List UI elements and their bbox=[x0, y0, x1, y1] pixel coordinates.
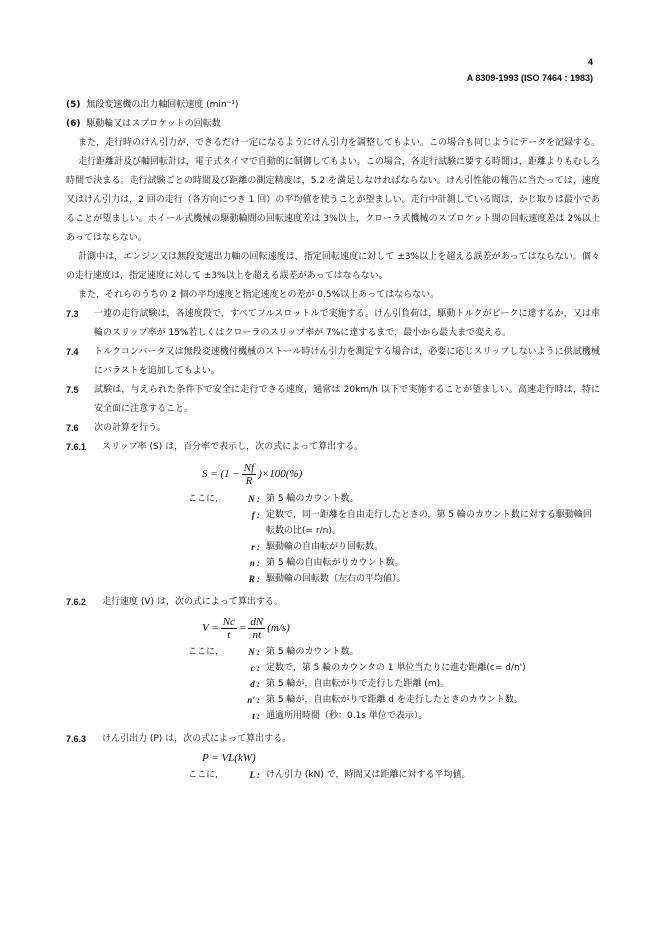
definition-row: R : 駆動輪の回転数（左右の平均値）。 bbox=[248, 574, 406, 584]
section-7-5: 7.5 試験は，与えられた条件下で安全に走行できる速度，通常は 20km/h 以下で実施することが望ましい。高速走行時は，特に安全面に注意すること。 bbox=[66, 385, 600, 414]
definition-row: n' : 第 5 輪が，自由転がりで距離 d を走行したときのカウント数。 bbox=[247, 695, 523, 705]
section-7-4: 7.4 トルクコンバータ又は無段変速機付機械のストール時けん引力を測定する場合は，必要に応じスリップしないように供試機械にバラストを追加してもよい。 bbox=[66, 347, 600, 376]
definition-row: ここに， L : けん引力 (kN) で，時間又は距離に対する平均値。 bbox=[188, 770, 471, 780]
definition-row: ここに， N : 第 5 輪のカウント数。 bbox=[188, 647, 359, 657]
speed-definitions bbox=[188, 644, 600, 724]
definition-row: c : 定数で，第 5 輪のカウンタの 1 単位当たりに進む距離(c= d/n') bbox=[250, 663, 526, 673]
definition-row: ここに， N : 第 5 輪のカウント数。 bbox=[188, 494, 359, 504]
power-formula: P = VL(kW) bbox=[202, 752, 256, 764]
paragraph-1: また，走行時のけん引力が，できるだけ一定になるようにけん引力を調整してもよい。この場合も同じようにデータを記録する。 bbox=[78, 138, 601, 148]
definition-row: r : 駆動輪の自由転がり回転数。 bbox=[251, 542, 384, 552]
paragraph-2: 走行距離計及び軸回転計は，電子式タイマで自動的に制御してもよい。この場合，各走行試験に要する時間は，距離よりもむしろ時間で決まる。走行試験ごとの時間及び距離の測定精度は，5.2 を満足しなければならない。けん引性能の報告に当たっては，速度又はけん引力は，2 回の走行（各方向につき 1 回）の平均値を使うことが望ましい。走行中計測している間は，かじ取りは最小であることが望ましい。ホイール式機械の駆動輪間の回転速度差は 3%以上，クローラ式機械のスプロケット間の回転速度差は 2%以上あってはならない。 bbox=[66, 157, 600, 243]
definition-row: t : 通過所用時間（秒：0.1s 単位で表示）。 bbox=[252, 711, 428, 721]
list-item-6: (6) 駆動輪又はスプロケットの回転数 bbox=[66, 119, 221, 129]
standard-number: A 8309-1993 (ISO 7464 : 1983) bbox=[466, 73, 593, 83]
paragraph-3: 計測中は，エンジン又は無段変速出力軸の回転速度は，指定回転速度に対して ±3%以上を超える誤差があってはならない。個々の走行速度は，指定速度に対して ±3%以上を超える誤差があってはならない。 bbox=[66, 252, 600, 281]
speed-fraction-2: $\frac{dN}{nt}$ bbox=[250, 615, 264, 641]
list-item-5: (5) 無段変速機の出力軸回転速度 (min⁻¹) bbox=[66, 100, 239, 110]
slip-fraction: $\frac{Nf}{R}$ bbox=[243, 461, 255, 487]
slip-formula: S = (1 − $\frac{Nf}{R}$ )×100(%) bbox=[202, 461, 303, 487]
paragraph-4: また，それらのうちの 2 個の平均速度と指定速度との差が 0.5%以上あってはならない。 bbox=[78, 290, 440, 300]
definition-row: d : 第 5 輪が，自由転がりで走行した距離 (m)。 bbox=[250, 679, 450, 689]
section-7-6-3: 7.6.3 けん引出力 (P) は，次の式によって算出する。 bbox=[66, 734, 292, 744]
speed-fraction-1: $\frac{Nc}{t}$ bbox=[222, 615, 235, 641]
page-number: 4 bbox=[587, 57, 593, 67]
section-7-6-1: 7.6.1 スリップ率 (S) は，百分率で表示し，次の式によって算出する。 bbox=[66, 442, 364, 452]
speed-formula: V = $\frac{Nc}{t}$ = $\frac{dN}{nt}$ (m/s) bbox=[202, 615, 290, 641]
section-7-6: 7.6 次の計算を行う。 bbox=[66, 423, 167, 433]
slip-definitions bbox=[188, 491, 600, 587]
definition-row: f : 定数で，同一距離を自由走行したときの，第 5 輪のカウント数に対する駆動輪回転数の比(= r/n)。 bbox=[251, 510, 592, 536]
section-7-6-2: 7.6.2 走行速度 (V) は，次の式によって算出する。 bbox=[66, 597, 283, 607]
document-body bbox=[66, 96, 600, 783]
section-7-3: 7.3 一連の走行試験は，各速度段で，すべてフルスロットルで実施する。けん引負荷は，駆動トルクがピークに達するか，又は車輪のスリップ率が 15%若しくはクローラのスリップ率が 7%に達するまで，最小から最大まで変える。 bbox=[66, 309, 600, 338]
definition-row: n : 第 5 輪の自由転がりカウント数。 bbox=[249, 558, 404, 568]
power-definitions bbox=[188, 767, 600, 783]
